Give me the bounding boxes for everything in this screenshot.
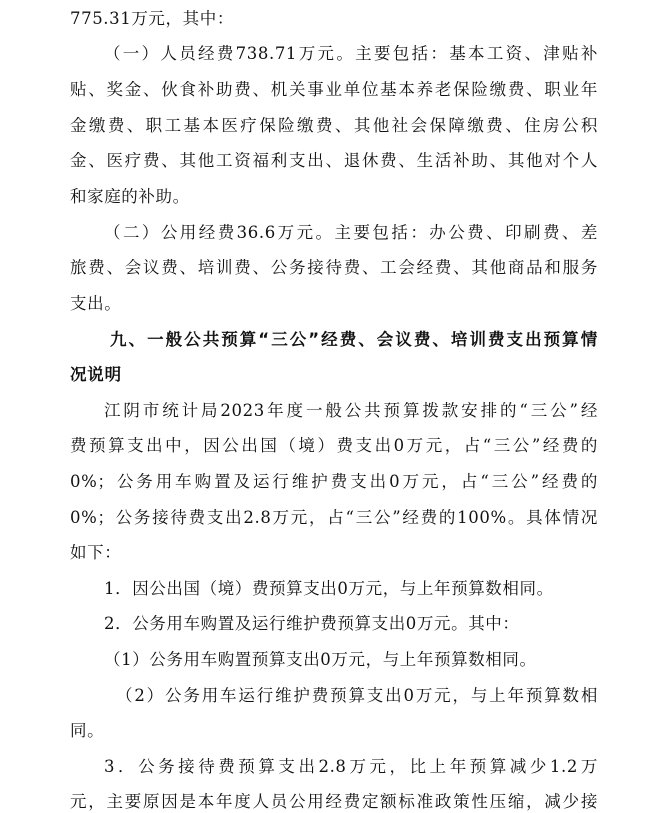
text-line: （二）公用经费36.6万元。主要包括：办公费、印刷费、差 [104, 223, 598, 242]
text-line: 如下： [70, 543, 122, 562]
text-line: 0%；公务接待费支出2.8万元，占“三公”经费的100%。具体情况 [70, 508, 598, 527]
sub-list-item: （2）公务用车运行维护费预算支出0万元，与上年预算数相 [116, 686, 598, 705]
text-line: 江阴市统计局2023年度一般公共预算拨款安排的“三公”经 [104, 401, 598, 420]
text-line: 和家庭的补助。 [70, 187, 190, 206]
section-heading: 九、一般公共预算“三公”经费、会议费、培训费支出预算情 [110, 330, 598, 349]
section-heading-continued: 况说明 [70, 365, 122, 384]
text-line: 元，主要原因是本年度人员公用经费定额标准政策性压缩，减少接 [70, 792, 598, 811]
list-item: 2．公务用车购置及运行维护费预算支出0万元。其中： [104, 614, 520, 633]
text-line: （一）人员经费738.71万元。主要包括：基本工资、津贴补 [104, 44, 598, 63]
list-item: 3．公务接待费预算支出2.8万元，比上年预算减少1.2万 [104, 757, 598, 776]
text-line: 775.31万元，其中： [70, 9, 234, 28]
text-line: 费预算支出中，因公出国（境）费支出0万元，占“三公”经费的 [70, 436, 598, 455]
text-line: 同。 [70, 721, 105, 740]
sub-list-item: （1）公务用车购置预算支出0万元，与上年预算数相同。 [104, 650, 537, 669]
list-item: 1．因公出国（境）费预算支出0万元，与上年预算数相同。 [104, 579, 554, 598]
text-line: 支出。 [70, 294, 122, 313]
text-line: 0%；公务用车购置及运行维护费支出0万元，占“三公”经费的 [70, 472, 598, 491]
text-line: 金、医疗费、其他工资福利支出、退休费、生活补助、其他对个人 [70, 151, 598, 170]
text-line: 贴、奖金、伙食补助费、机关事业单位基本养老保险缴费、职业年 [70, 80, 598, 99]
text-line: 金缴费、职工基本医疗保险缴费、其他社会保障缴费、住房公积 [70, 116, 598, 135]
text-line: 旅费、会议费、培训费、公务接待费、工会经费、其他商品和服务 [70, 258, 598, 277]
